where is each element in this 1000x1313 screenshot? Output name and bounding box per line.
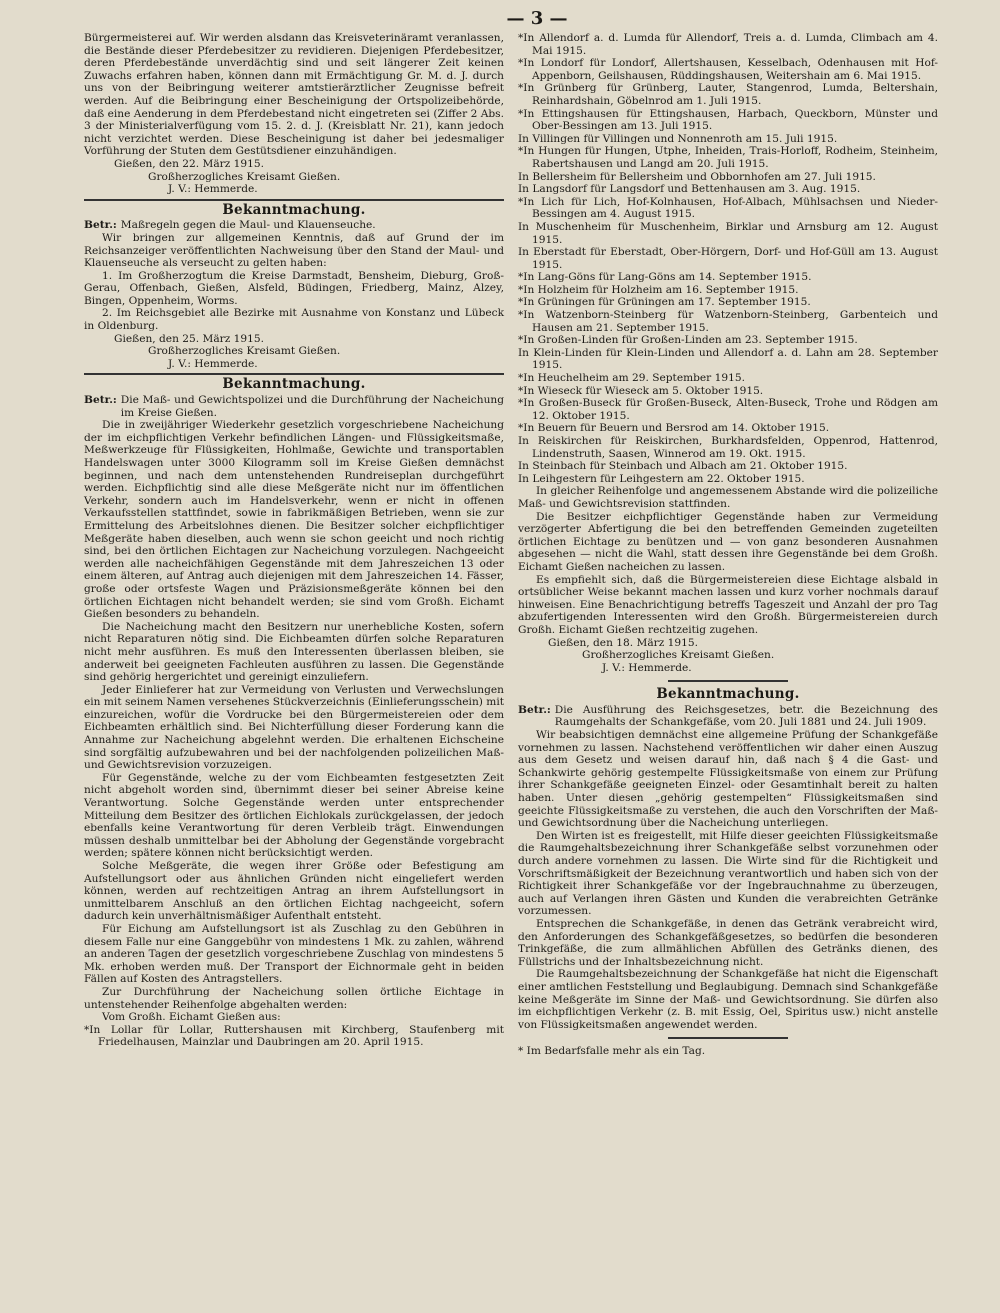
schedule-item: In Reiskirchen für Reiskirchen, Burkhardsfelden, Oppenrod, Hattenrod, Lindenstruth, Saasen, Winnerod am 19. Okt. 1915. (518, 435, 938, 460)
signature-name: J. V.: Hemmerde. (168, 183, 258, 196)
signature-date: Gießen, den 18. März 1915. (548, 636, 698, 649)
subject-line (84, 394, 504, 419)
paragraph: Die Nacheichung macht den Besitzern nur unerhebliche Kosten, sofern nicht Reparaturen nötig sind. Die Eichbeamten dürfen solche Reparaturen nicht mehr ausführen. Es muß den Interessenten überlassen bleiben, sie anderweit bei geeigneten Fachleuten ausführen zu lassen. Die Gegenstände sind gehörig hergerichtet und gereinigt einzuliefern. (84, 620, 504, 684)
signature-date: Gießen, den 22. März 1915. (114, 157, 264, 170)
paragraph: Die in zweijähriger Wiederkehr gesetzlich vorgeschriebene Nacheichung der im eichpflichtigen Verkehr befindlichen Längen- und Flüssigkeitsmaße, Meßwerkzeuge für Flüssigkeiten, Hohlmaße, Gewichte und transportablen Handelswagen unter 3000 Kilogramm soll im Kreise Gießen demnächst beginnen, und nach dem untenstehenden Rundreiseplan durchgeführt werden. Eichpflichtig sind alle diese Meßgeräte nicht nur im öffentlichen Verkehr, sondern auch im Handelsverkehr, wenn er nicht in offenen Verkaufsstellen stattfindet, sowie in fabrikmäßigen Betrieben, wenn sie zur Ermittelung des Arbeitslohnes dienen. Die Besitzer solcher eichpflichtiger Meßgeräte haben dieselben, auch wenn sie schon geeicht und noch richtig sind, bei den örtlichen Eichtagen zur Nacheichung vorzulegen. Nachgeeicht werden alle nacheichfähigen Gegenstände mit dem Jahreszeichen 13 oder einem älteren, auf Antrag auch diejenigen mit dem Jahreszeichen 14. Fässer, große oder ortsfeste Wagen und Präzisionsmeßgeräte können bei den örtlichen Eichtagen nicht behandelt werden; sie sind vom Großh. Eichamt Gießen besonders zu behandeln. (84, 419, 504, 621)
signature-office: Großherzogliches Kreisamt Gießen. (582, 649, 775, 662)
signature-name: J. V.: Hemmerde. (168, 357, 258, 370)
signature-name: J. V.: Hemmerde. (602, 661, 692, 674)
paragraph: Es empfiehlt sich, daß die Bürgermeistereien diese Eichtage alsbald in ortsüblicher Weise bekannt machen lassen und kurz vorher nochmals darauf hinweisen. Eine Benachrichtigung betreffs Tageszeit und Anzahl der pro Tag abzufertigenden Interessenten wird den Großh. Bürgermeistereien durch Großh. Eichamt Gießen rechtzeitig zugehen. (518, 573, 938, 636)
schedule-item: *In Grüningen für Grüningen am 17. September 1915. (518, 296, 811, 309)
subject-label: Betr.: (518, 703, 551, 716)
divider (668, 1037, 788, 1039)
schedule-item: In Langsdorf für Langsdorf und Bettenhausen am 3. Aug. 1915. (518, 183, 861, 196)
schedule-item: In Bellersheim für Bellersheim und Obbornhofen am 27. Juli 1915. (518, 170, 876, 183)
subject-label: Betr.: (84, 394, 117, 407)
subject-line (84, 219, 504, 232)
paragraph: Wir beabsichtigen demnächst eine allgemeine Prüfung der Schankgefäße vornehmen zu lassen. Nachstehend veröffentlichen wir daher einen Auszug aus dem Gesetz und weisen darauf hin, daß nach § 4 die Gast- und Schankwirte gehörig gestempelte Flüssigkeitsmaße von einem zur Prüfung ihrer Schankgefäße geeigneten Einzel- oder Gesamtinhalt bereit zu halten haben. Unter diesen „gehörig gestempelten“ Flüssigkeitsmaßen sind geeichte Flüssigkeitsmaße zu verstehen, die auch den Vorschriften der Maß- und Gewichtsordnung über die Nacheichung unterliegen. (518, 729, 938, 830)
schedule-item: *In Großen-Buseck für Großen-Buseck, Alten-Buseck, Trohe und Rödgen am 12. Oktober 1915. (518, 397, 938, 422)
schedule-item: In Steinbach für Steinbach und Albach am 21. Oktober 1915. (518, 460, 848, 473)
subject-label: Betr.: (84, 219, 117, 232)
schedule-item: *In Watzenborn-Steinberg für Watzenborn-Steinberg, Garbenteich und Hausen am 21. September 1915. (518, 309, 938, 334)
schedule-item: *In Ettingshausen für Ettingshausen, Harbach, Queckborn, Münster und Ober-Bessingen am 13. Juli 1915. (518, 107, 938, 133)
paragraph: Vom Großh. Eichamt Gießen aus: (102, 1011, 281, 1024)
announcement-heading: Bekanntmachung. (222, 201, 366, 218)
schedule-item: *In Allendorf a. d. Lumda für Allendorf, Treis a. d. Lumda, Climbach am 4. Mai 1915. (518, 32, 938, 57)
schedule-item: *In Lollar für Lollar, Ruttershausen mit Kirchberg, Staufenberg mit Friedelhausen, Mainzlar und Daubringen am 20. April 1915. (84, 1023, 504, 1049)
schedule-item: In Leihgestern für Leihgestern am 22. Oktober 1915. (518, 472, 805, 485)
paragraph: Den Wirten ist es freigestellt, mit Hilfe dieser geeichten Flüssigkeitsmaße die Raumgehaltsbezeichnung ihrer Schankgefäße selbst vorzunehmen oder durch andere vornehmen zu lassen. Die Wirte sind für die Richtigkeit und Vorschriftsmäßigkeit der Bezeichnung verantwortlich und haben sich von der Richtigkeit ihrer Schankgefäße vor der Ingebrauchnahme zu überzeugen, auch auf Verlangen ihren Gästen und Kunden die verabreichten Getränke vorzumessen. (518, 829, 938, 918)
intro-paragraph: Bürgermeisterei auf. Wir werden alsdann das Kreisveterinäramt veranlassen, die Bestände dieser Pferdebesitzer zu revidieren. Diejenigen Pferdebesitzer, deren Pferdebestände unverdächtig sind und seit längerer Zeit keinen Zuwachs erfahren haben, können dann mit Ermächtigung Gr. M. d. J. durch uns von der Beibringung weiterer amtstierärztlicher Zeugnisse befreit werden. Auf die Beibringung einer Bescheinigung der Ortspolizeibehörde, daß eine Aenderung in dem Pferdebestand nicht eingetreten sei (Ziffer 2 Abs. 3 der Ministerialverfügung vom 15. 2. d. J. (Kreisblatt Nr. 21), kann jedoch nicht verzichtet werden. Diese Bescheinigung ist daher bei jedesmaliger Vorführung der Stuten dem Gestütsdiener einzuhändigen. (84, 32, 504, 158)
subject-text: Die Maß- und Gewichtspolizei und die Durchführung der Nacheichung im Kreise Gießen. (120, 394, 504, 419)
subject-text: Maßregeln gegen die Maul- und Klauenseuche. (120, 219, 376, 232)
paragraph: Die Besitzer eichpflichtiger Gegenstände haben zur Vermeidung verzögerter Abfertigung die bei den betreffenden Gemeinden zugeteilten örtlichen Eichtage zu benützen und — von ganz besonderen Ausnahmen abgesehen — nicht die Wahl, statt dessen ihre Gegenstände bei dem Großh. Eichamt Gießen nacheichen zu lassen. (518, 510, 938, 573)
schedule-item: *In Wieseck für Wieseck am 5. Oktober 1915. (518, 384, 764, 397)
paragraph: In gleicher Reihenfolge und angemessenem Abstande wird die polizeiliche Maß- und Gewichtsrevision stattfinden. (518, 485, 938, 510)
subject-text: Die Ausführung des Reichsgesetzes, betr. die Bezeichnung des Raumgehalts der Schankgefäße, vom 20. Juli 1881 und 24. Juli 1909. (554, 703, 938, 729)
schedule-item: In Eberstadt für Eberstadt, Ober-Hörgern, Dorf- und Hof-Güll am 13. August 1915. (518, 246, 938, 271)
schedule-item: *In Londorf für Londorf, Allertshausen, Kesselbach, Odenhausen mit Hof-Appenborn, Geilshausen, Rüddingshausen, Weitershain am 6. Mai 1915. (518, 57, 938, 82)
signature-office: Großherzogliches Kreisamt Gießen. (148, 345, 341, 358)
schedule-item: In Muschenheim für Muschenheim, Birklar und Arnsburg am 12. August 1915. (518, 220, 938, 246)
schedule-item: *In Großen-Linden für Großen-Linden am 23. September 1915. (518, 334, 858, 347)
schedule-item: In Villingen für Villingen und Nonnenroth am 15. Juli 1915. (518, 132, 838, 145)
paragraph: Für Gegenstände, welche zu der vom Eichbeamten festgesetzten Zeit nicht abgeholt worden sind, übernimmt dieser bei seiner Abreise keine Verantwortung. Solche Gegenstände werden unter entsprechender Mitteilung dem Besitzer des örtlichen Eichlokals zurückgelassen, der jedoch ebenfalls keine Verantwortung für deren Verbleib trägt. Einwendungen müssen deshalb unmittelbar bei der Abholung der Gegenstände vorgebracht werden; spätere können nicht berücksichtigt werden. (84, 771, 504, 860)
announcement-heading: Bekanntmachung. (656, 686, 800, 703)
paragraph: Wir bringen zur allgemeinen Kenntnis, daß auf Grund der im Reichsanzeiger veröffentlichten Nachweisung über den Stand der Maul- und Klauenseuche als verseucht zu gelten haben: (84, 231, 504, 270)
subject-line (518, 704, 938, 729)
schedule-item: *In Lich für Lich, Hof-Kolnhausen, Hof-Albach, Mühlsachsen und Nieder-Bessingen am 4. August 1915. (518, 195, 938, 221)
footnote: * Im Bedarfsfalle mehr als ein Tag. (518, 1045, 706, 1058)
list-item: 1. Im Großherzogtum die Kreise Darmstadt, Bensheim, Dieburg, Groß-Gerau, Offenbach, Gießen, Alsfeld, Büdingen, Friedberg, Mainz, Alzey, Bingen, Oppenheim, Worms. (84, 269, 504, 307)
right-column (518, 32, 938, 1058)
paragraph: Entsprechen die Schankgefäße, in denen das Getränk verabreicht wird, den Anforderungen des Schankgefäßgesetzes, so bedürfen die besonderen Trinkgefäße, die zum allmählichen Abfüllen des Getränks dienen, des Füllstrichs und der Inhaltsbezeichnung nicht. (518, 917, 938, 968)
paragraph: Jeder Einlieferer hat zur Vermeidung von Verlusten und Verwechslungen ein mit seinem Namen versehenes Stückverzeichnis (Einlieferungsschein) mit einzureichen, wofür die Vordrucke bei den Bürgermeistereien oder dem Eichbeamten erhältlich sind. Bei Nichterfüllung dieser Forderung kann die Annahme zur Nacheichung abgelehnt werden. Die erhaltenen Eichscheine sind sorgfältig aufzubewahren und bei der nachfolgenden polizeilichen Maß- und Gewichtsrevision vorzuzeigen. (84, 683, 504, 772)
divider (84, 373, 504, 375)
schedule-item: *In Hungen für Hungen, Utphe, Inheiden, Trais-Horloff, Rodheim, Steinheim, Rabertshausen und Langd am 20. Juli 1915. (518, 145, 938, 170)
schedule-item: *In Lang-Göns für Lang-Göns am 14. September 1915. (518, 271, 812, 284)
page-number: — 3 — (506, 8, 568, 29)
left-column (84, 32, 504, 1058)
schedule-item: *In Grünberg für Grünberg, Lauter, Stangenrod, Lumda, Beltershain, Reinhardshain, Göbelnrod am 1. Juli 1915. (518, 82, 938, 107)
schedule-item: *In Beuern für Beuern und Bersrod am 14. Oktober 1915. (518, 422, 830, 435)
schedule-item: In Klein-Linden für Klein-Linden und Allendorf a. d. Lahn am 28. September 1915. (518, 346, 938, 372)
signature-office: Großherzogliches Kreisamt Gießen. (148, 170, 341, 183)
schedule-item: *In Heuchelheim am 29. September 1915. (518, 372, 745, 385)
schedule-item: *In Holzheim für Holzheim am 16. September 1915. (518, 283, 799, 296)
list-item: 2. Im Reichsgebiet alle Bezirke mit Ausnahme von Konstanz und Lübeck in Oldenburg. (84, 307, 504, 333)
columns (84, 32, 990, 1058)
announcement-heading: Bekanntmachung. (222, 376, 366, 393)
paragraph: Zur Durchführung der Nacheichung sollen örtliche Eichtage in untenstehender Reihenfolge abgehalten werden: (84, 985, 504, 1011)
divider (84, 199, 504, 201)
paragraph: Die Raumgehaltsbezeichnung der Schankgefäße hat nicht die Eigenschaft einer amtlichen Feststellung und Beglaubigung. Demnach sind Schankgefäße keine Meßgeräte im Sinne der Maß- und Gewichtsordnung. Sie dürfen also im eichpflichtigen Verkehr (z. B. mit Essig, Oel, Spiritus usw.) nicht anstelle von Flüssigkeitsmaßen angewendet werden. (518, 968, 938, 1031)
signature-date: Gießen, den 25. März 1915. (114, 332, 264, 345)
divider (668, 680, 788, 682)
paragraph: Solche Meßgeräte, die wegen ihrer Größe oder Befestigung am Aufstellungsort oder aus ähnlichen Gründen nicht eingeliefert werden können, werden auf rechtzeitigen Antrag an ihrem Aufstellungsort in unmittelbarem Anschluß an den örtlichen Eichtag nachgeeicht, sofern dadurch kein unverhältnismäßiger Aufenthalt entsteht. (84, 860, 504, 923)
paragraph: Für Eichung am Aufstellungsort ist als Zuschlag zu den Gebühren in diesem Falle nur eine Ganggebühr von mindestens 1 Mk. zu zahlen, während an anderen Tagen der gesetzlich vorgeschriebene Zuschlag von mindestens 5 Mk. erhoben werden muß. Der Transport der Eichnormale geht in beiden Fällen auf Kosten des Antragstellers. (84, 922, 504, 986)
